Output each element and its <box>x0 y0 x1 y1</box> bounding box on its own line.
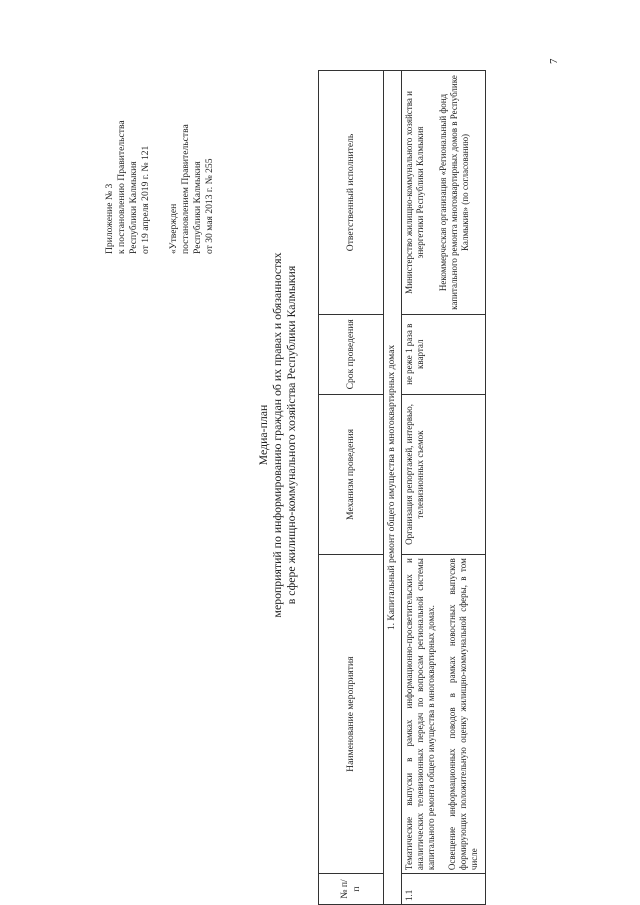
title-line-2: мероприятий по информированию граждан об их правах и обязанностях <box>270 252 284 618</box>
title-line-3: в сфере жилищно-коммунального хозяйства Республики Калмыкия <box>284 265 298 605</box>
header-name: Наименование мероприятия <box>319 555 384 874</box>
approved-line: постановлением Правительства <box>180 124 191 254</box>
row-name-paragraph: Тематические выпуски в рамках информационно-просветительских и аналитических телевизионных передач по вопросам региональной системы капитального ремонта общего имущества в многоквартирных домах. <box>404 558 436 871</box>
appendix-note <box>104 120 152 254</box>
header-responsible: Ответственный исполнитель <box>319 71 384 315</box>
row-num: 1.1 <box>402 874 486 905</box>
row-name-paragraph: Освещение информационных поводов в рамках новостных выпусков формирующих положительную оценку жилищно-коммунальной сферы, в том числе <box>447 558 479 871</box>
section-title: 1. Капитальный ремонт общего имущества в многоквартирных домах <box>384 71 402 905</box>
row-term: не реже 1 раза в квартал <box>402 314 486 394</box>
table-header-row <box>319 71 384 905</box>
approved-line: «Утвержден <box>168 203 179 254</box>
row-mechanism: Организация репортажей, интервью, телевизионных съемок <box>402 394 486 555</box>
header-num: № п/п <box>319 874 384 905</box>
appendix-line: Республики Калмыкия <box>128 161 139 254</box>
approved-line: от 30 мая 2013 г. № 255 <box>204 158 215 254</box>
title-line-1: Медиа-план <box>256 404 270 466</box>
appendix-line: Приложение № 3 <box>104 183 115 254</box>
section-row <box>384 71 402 905</box>
responsible-ministry: Министерство жилищно-коммунального хозяйства и энергетики Республики Калмыкия <box>404 91 425 294</box>
appendix-line: от 19 апреля 2019 г. № 121 <box>140 145 151 254</box>
approved-line: Республики Калмыкия <box>192 161 203 254</box>
media-plan-table <box>318 70 486 905</box>
table-row <box>402 71 486 905</box>
header-mechanism: Механизм проведения <box>319 394 384 555</box>
document-title <box>256 95 298 775</box>
approved-note <box>168 124 216 254</box>
row-responsible <box>402 71 486 315</box>
appendix-line: к постановлению Правительства <box>116 120 127 254</box>
row-name <box>402 555 486 874</box>
responsible-fund: Некоммерческая организация «Региональный фонд капитального ремонта многоквартирных домов в Республике Калмыкия» (по согласованию) <box>438 75 470 310</box>
page-number: 7 <box>548 58 560 64</box>
header-term: Срок проведения <box>319 314 384 394</box>
